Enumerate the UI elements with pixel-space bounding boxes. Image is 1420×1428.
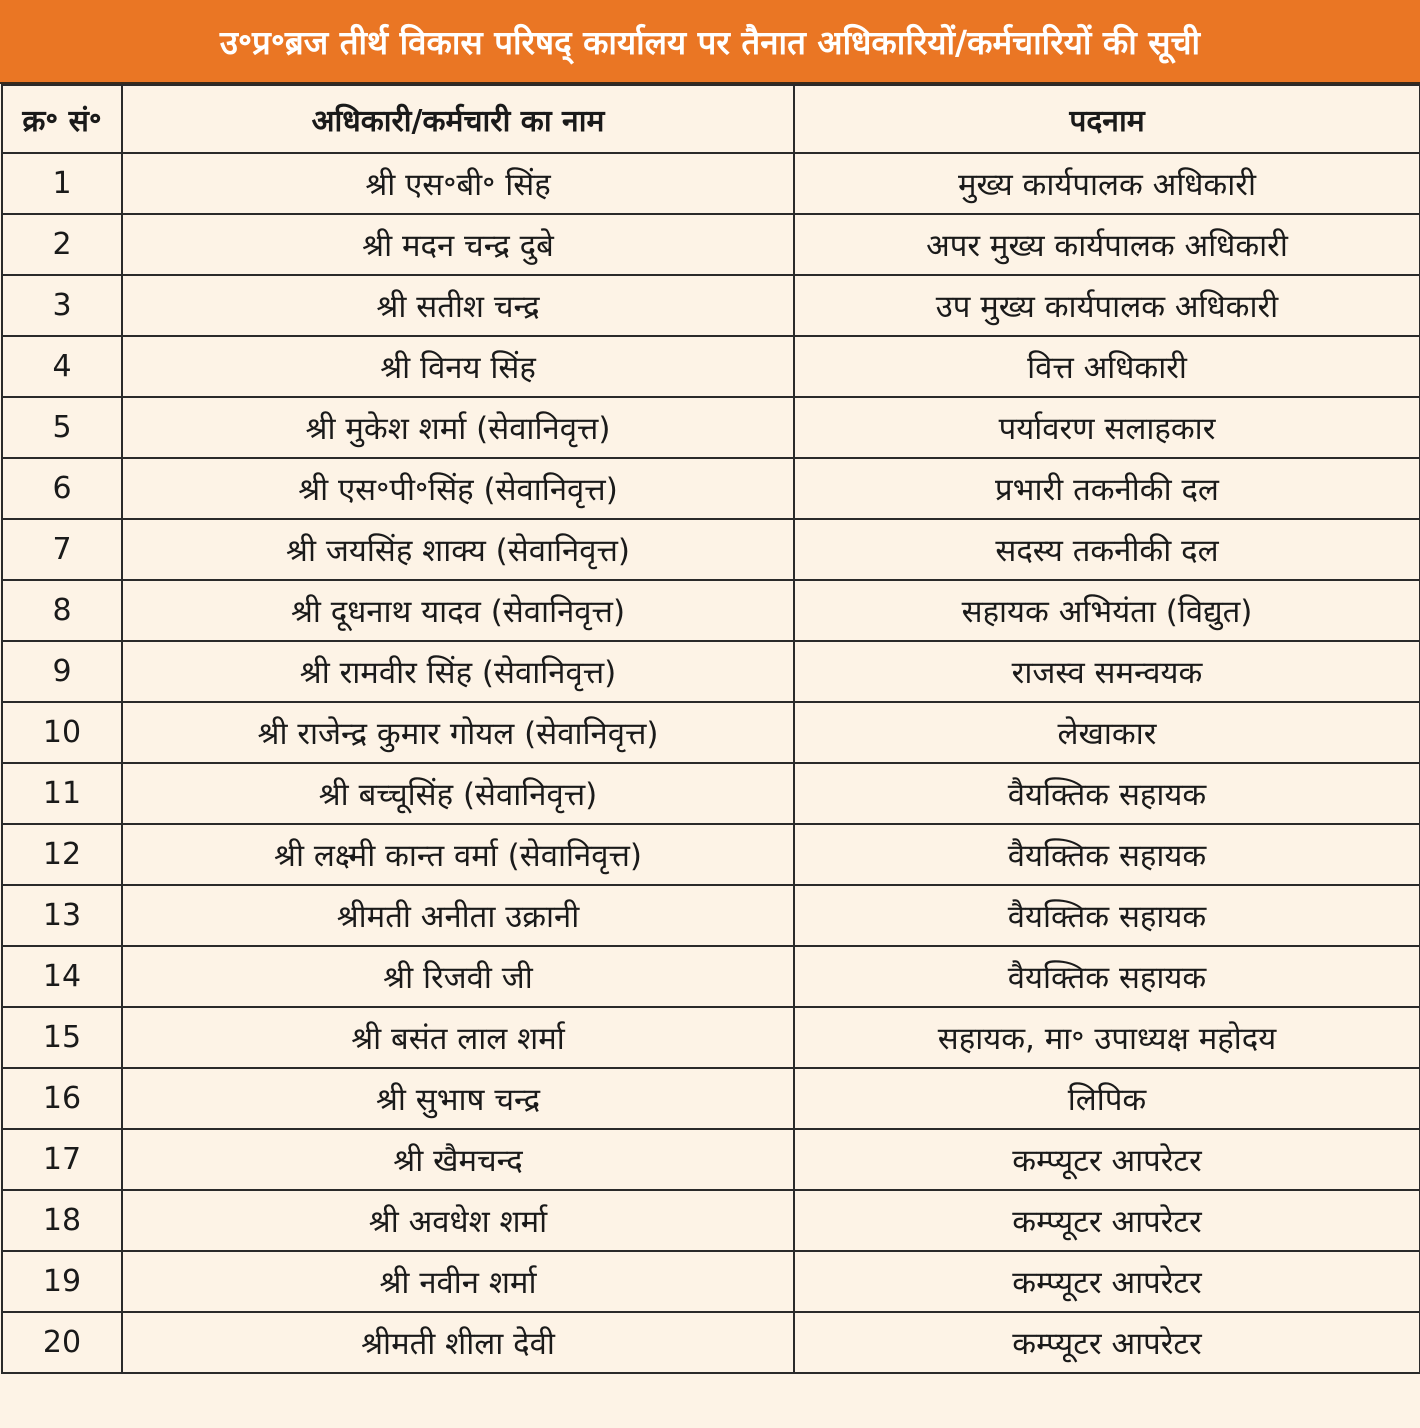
serial-number-cell: 4 [2,336,122,397]
serial-number-cell: 12 [2,824,122,885]
name-cell: श्री सुभाष चन्द्र [122,1068,794,1129]
name-cell: श्री जयसिंह शाक्य (सेवानिवृत्त) [122,519,794,580]
name-cell: श्री विनय सिंह [122,336,794,397]
name-cell: श्री नवीन शर्मा [122,1251,794,1312]
name-cell: श्री लक्ष्मी कान्त वर्मा (सेवानिवृत्त) [122,824,794,885]
serial-number-cell: 6 [2,458,122,519]
table-row [2,336,1420,397]
header-name: अधिकारी/कर्मचारी का नाम [122,85,794,153]
designation-cell: लिपिक [794,1068,1420,1129]
designation-cell: वैयक्तिक सहायक [794,824,1420,885]
designation-cell: लेखाकार [794,702,1420,763]
name-cell: श्री बच्चूसिंह (सेवानिवृत्त) [122,763,794,824]
serial-number-cell: 20 [2,1312,122,1373]
designation-cell: उप मुख्य कार्यपालक अधिकारी [794,275,1420,336]
name-cell: श्री रिजवी जी [122,946,794,1007]
name-cell: श्री खैमचन्द [122,1129,794,1190]
designation-cell: कम्प्यूटर आपरेटर [794,1312,1420,1373]
designation-cell: मुख्य कार्यपालक अधिकारी [794,153,1420,214]
page-title: उ॰प्र॰ब्रज तीर्थ विकास परिषद् कार्यालय पर तैनात अधिकारियों/कर्मचारियों की सूची [0,0,1420,84]
serial-number-cell: 7 [2,519,122,580]
designation-cell: कम्प्यूटर आपरेटर [794,1129,1420,1190]
table-row [2,763,1420,824]
table-header-row [2,85,1420,153]
designation-cell: सहायक, मा॰ उपाध्यक्ष महोदय [794,1007,1420,1068]
designation-cell: अपर मुख्य कार्यपालक अधिकारी [794,214,1420,275]
staff-table [1,84,1420,1374]
table-row [2,946,1420,1007]
serial-number-cell: 9 [2,641,122,702]
designation-cell: वैयक्तिक सहायक [794,885,1420,946]
serial-number-cell: 5 [2,397,122,458]
name-cell: श्री बसंत लाल शर्मा [122,1007,794,1068]
table-row [2,519,1420,580]
table-row [2,1068,1420,1129]
name-cell: श्रीमती अनीता उक्रानी [122,885,794,946]
name-cell: श्री एस॰बी॰ सिंह [122,153,794,214]
table-row [2,153,1420,214]
table-row [2,641,1420,702]
designation-cell: सदस्य तकनीकी दल [794,519,1420,580]
table-row [2,214,1420,275]
table-row [2,458,1420,519]
serial-number-cell: 18 [2,1190,122,1251]
name-cell: श्री सतीश चन्द्र [122,275,794,336]
serial-number-cell: 10 [2,702,122,763]
serial-number-cell: 19 [2,1251,122,1312]
designation-cell: वित्त अधिकारी [794,336,1420,397]
serial-number-cell: 14 [2,946,122,1007]
table-row [2,580,1420,641]
name-cell: श्री रामवीर सिंह (सेवानिवृत्त) [122,641,794,702]
name-cell: श्री मुकेश शर्मा (सेवानिवृत्त) [122,397,794,458]
header-designation: पदनाम [794,85,1420,153]
name-cell: श्री राजेन्द्र कुमार गोयल (सेवानिवृत्त) [122,702,794,763]
designation-cell: वैयक्तिक सहायक [794,946,1420,1007]
table-row [2,1007,1420,1068]
table-row [2,702,1420,763]
table-row [2,1251,1420,1312]
serial-number-cell: 15 [2,1007,122,1068]
designation-cell: प्रभारी तकनीकी दल [794,458,1420,519]
serial-number-cell: 2 [2,214,122,275]
serial-number-cell: 13 [2,885,122,946]
name-cell: श्री एस॰पी॰सिंह (सेवानिवृत्त) [122,458,794,519]
table-body [2,153,1420,1373]
designation-cell: कम्प्यूटर आपरेटर [794,1190,1420,1251]
name-cell: श्री मदन चन्द्र दुबे [122,214,794,275]
table-row [2,885,1420,946]
serial-number-cell: 3 [2,275,122,336]
header-serial-number: क्र॰ सं॰ [2,85,122,153]
designation-cell: पर्यावरण सलाहकार [794,397,1420,458]
serial-number-cell: 16 [2,1068,122,1129]
name-cell: श्री अवधेश शर्मा [122,1190,794,1251]
serial-number-cell: 17 [2,1129,122,1190]
table-row [2,824,1420,885]
table-row [2,1129,1420,1190]
serial-number-cell: 11 [2,763,122,824]
designation-cell: राजस्व समन्वयक [794,641,1420,702]
designation-cell: कम्प्यूटर आपरेटर [794,1251,1420,1312]
serial-number-cell: 8 [2,580,122,641]
table-row [2,1190,1420,1251]
name-cell: श्री दूधनाथ यादव (सेवानिवृत्त) [122,580,794,641]
table-row [2,275,1420,336]
table-row [2,397,1420,458]
table-row [2,1312,1420,1373]
serial-number-cell: 1 [2,153,122,214]
designation-cell: सहायक अभियंता (विद्युत) [794,580,1420,641]
name-cell: श्रीमती शीला देवी [122,1312,794,1373]
designation-cell: वैयक्तिक सहायक [794,763,1420,824]
